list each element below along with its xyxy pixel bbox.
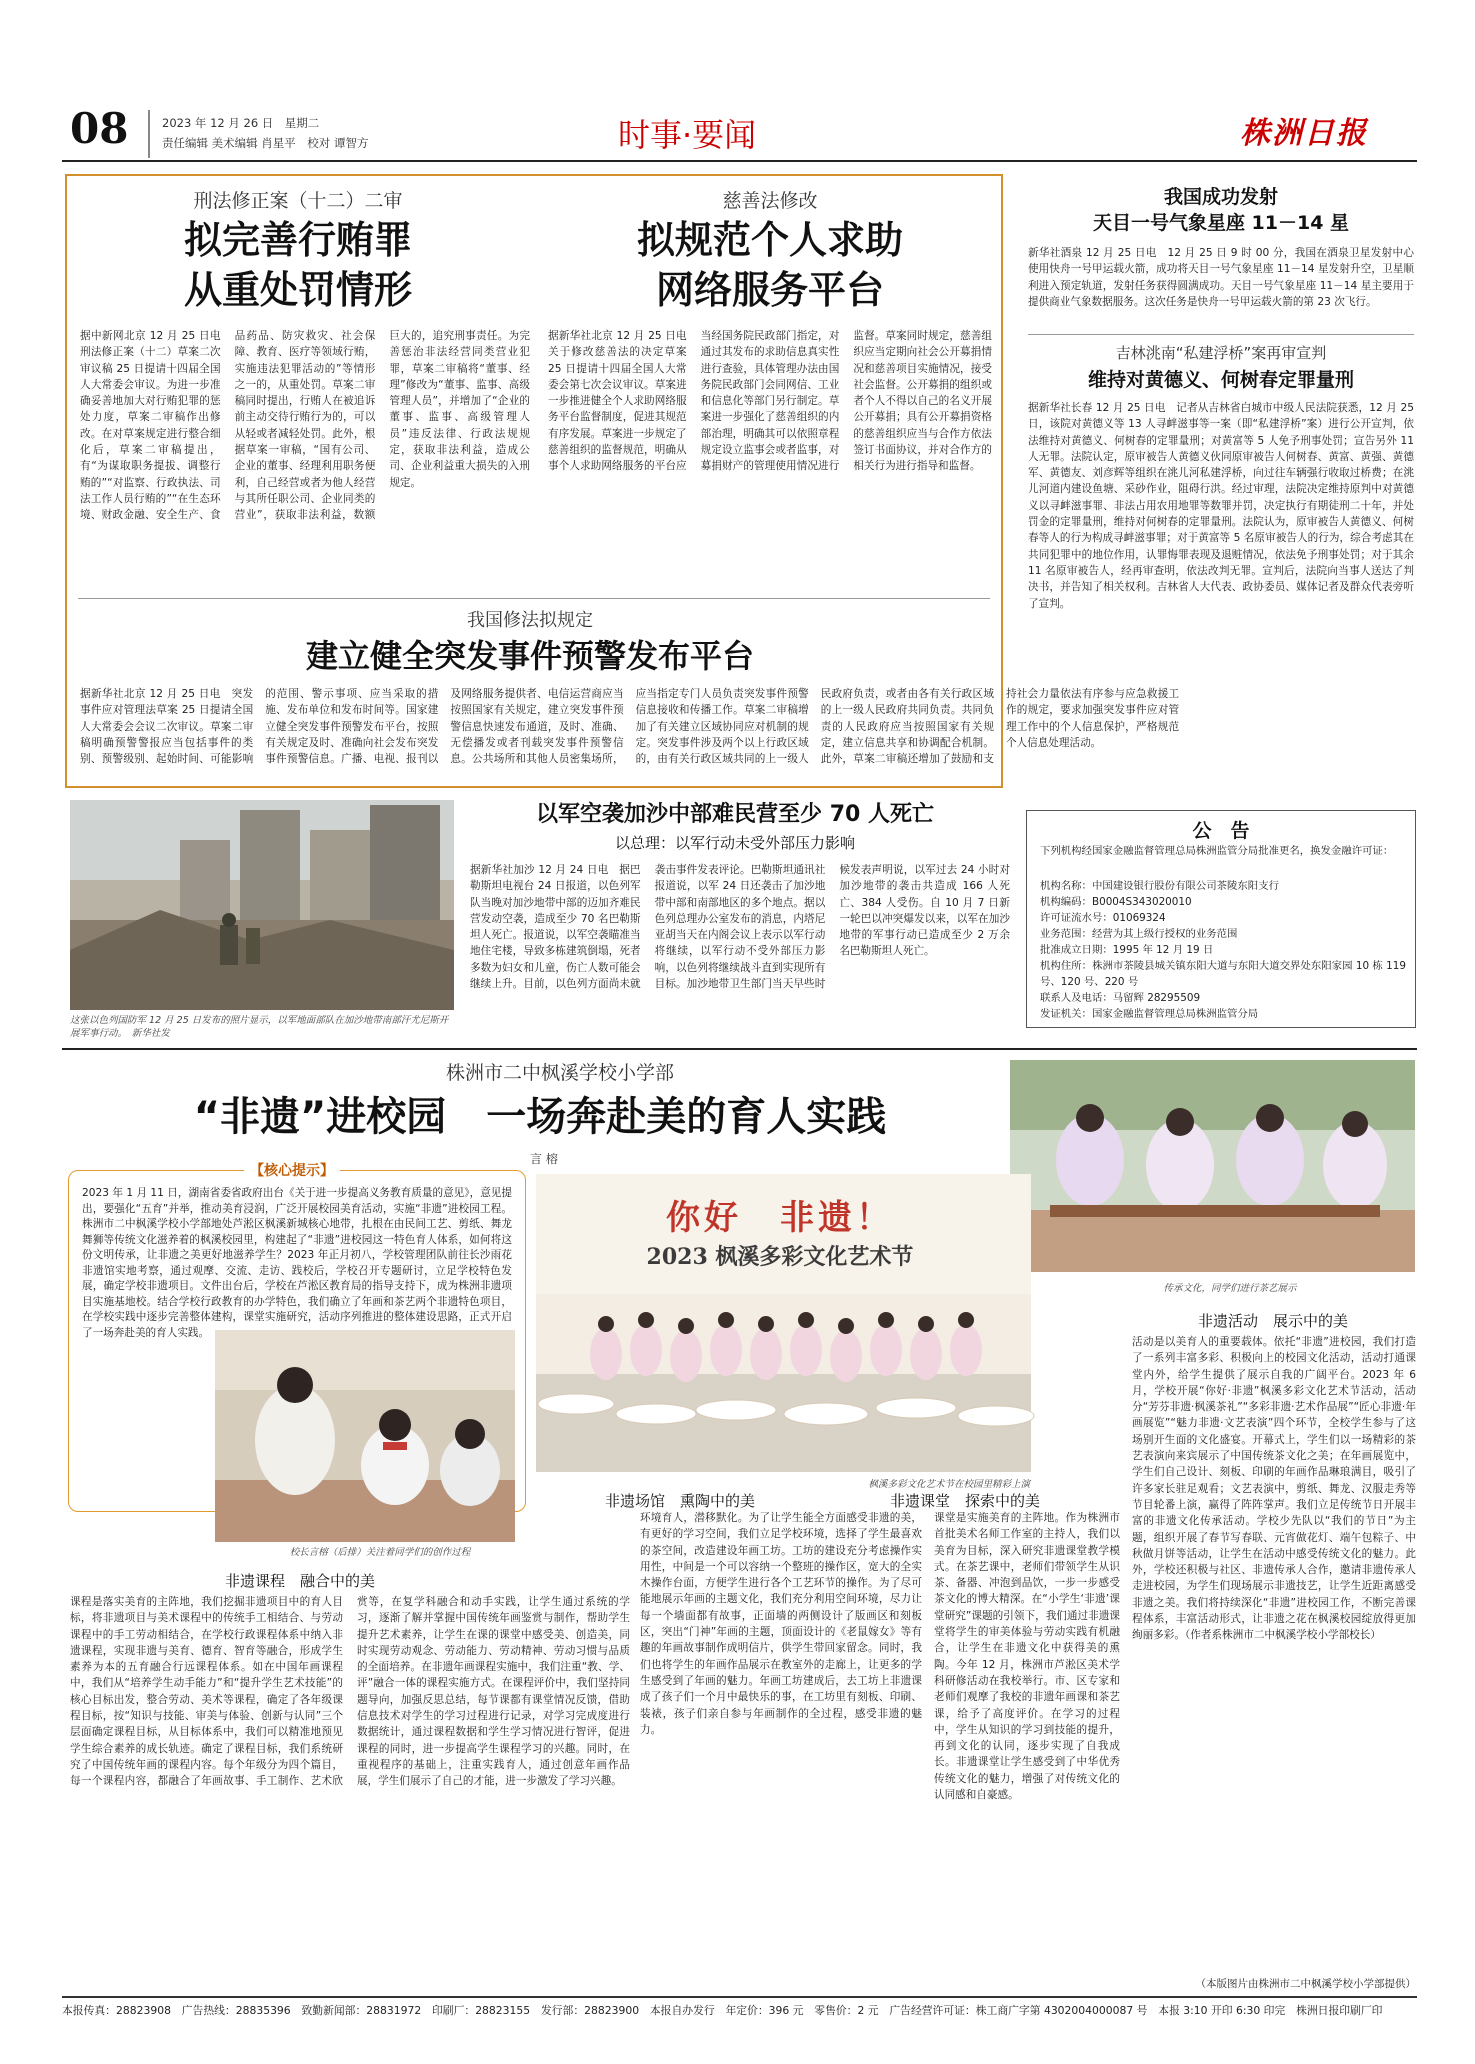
notice-line: 业务范围：经营为其上级行授权的业务范围 (1040, 928, 1238, 940)
notice-line: 机构编码：B0004S343020010 (1040, 896, 1192, 908)
a5-title: 维持对黄德义、何树春定罪量刑 (1087, 369, 1354, 391)
tip-label: 【核心提示】 (244, 1160, 340, 1180)
s3-title: 非遗课堂 探索中的美 (889, 1492, 1040, 1510)
gaza-photo-illustration (70, 800, 454, 1010)
gaza-body: 据新华社加沙 12 月 24 日电 据巴勒斯坦电视台 24 日报道，以色列军队当晚对加沙地带中部的迈加齐难民营发动空袭，造成至少 70 名巴勒斯坦人死亡。报道说，以军空袭瞄准当地住宅楼，导致多栋建筑倒塌，死者多数为妇女和儿童，伤亡人数可能会继续上升。目前，以色列方面尚未就袭击事件发表评论。巴勒斯坦通讯社报道说，以军 24 日还袭击了加沙地带中部和南部地区的多个地点。据以色列总理办公室发布的消息，内塔尼亚胡当天在内阁会议上表示以军行动将继续，以军行动不受外部压力影响，以色列将继续战斗直到实现所有目标。加沙地带卫生部门当天早些时候发表声明说，以军过去 24 小时对加沙地带的袭击共造成 166 人死亡、384 人受伤。自 10 月 7 日新一轮巴以冲突爆发以来，以军在加沙地带的军事行动已造成至少 2 万余名巴勒斯坦人死亡。 (470, 864, 1010, 991)
a4-title-line2: 天目一号气象星座 11－14 星 (1092, 212, 1350, 234)
a1-title-line1: 拟完善行贿罪 (183, 218, 412, 262)
gaza-subtitle: 以总理：以军行动未受外部压力影响 (614, 834, 855, 852)
notice-title: 公 告 (1192, 820, 1250, 842)
header-editors: 责任编辑 美术编辑 肖星平 校对 谭智方 (162, 136, 369, 150)
section-title: 时事·要闻 (618, 116, 757, 154)
notice-line: 机构名称：中国建设银行股份有限公司茶陵东阳支行 (1040, 880, 1279, 892)
footer-rule (62, 1996, 1417, 1998)
a2-kicker: 慈善法修改 (722, 190, 818, 212)
notice-line: 机构住所：株洲市茶陵县城关镇东阳大道与东阳大道交界处东阳家园 10 栋 119 号、120 号、220 号 (1040, 960, 1406, 988)
feature-title: “非遗”进校园 一场奔赴美的育人实践 (193, 1094, 887, 1140)
festival-banner-subtitle: 2023 枫溪多彩文化艺术节 (646, 1244, 914, 1270)
header-divider (148, 110, 150, 158)
notice-lines (1040, 878, 1406, 1022)
tip-body: 2023 年 1 月 11 日，湖南省委省政府出台《关于进一步提高义务教育质量的意见》，意见提出，要强化“五育”并举，推动美育浸润，广泛开展校园美育活动，实施“非遗”进校园工程。株洲市二中枫溪学校小学部地处芦淞区枫溪新城核心地带，扎根在由民间工艺、剪纸、舞龙舞狮等传统文化滋养着的枫溪校园里，构建起了“非遗”进校园这一特色育人体系，如何将这份文明传承，让非遗之美更好地滋养学生？2023 年正月初八，学校管理团队前往长沙雨花非遗馆实地考察，通过观摩、交流、走访、践校后，学校召开专题研讨，立足学校特色发展，确定学校非遗项目。文件出台后，学校在芦淞区教育局的指导支持下，成为株洲非遗项目实施基地校。结合学校行政教育的办学特色，我们确立了年画和茶艺两个非遗特色项目，在学校实践中逐步完善整体建构，课堂实施研究，活动序列推进的整体建设思路，正式开启了一场奔赴美的育人实践。 (82, 1187, 512, 1339)
a2-body: 据新华社北京 12 月 25 日电 关于修改慈善法的决定草案 25 日提请十四届全国人大常委会第七次会议审议。草案进一步推进健全个人求助网络服务平台监督制度，促进其规范有序发展。草案进一步规定了慈善组织的监督规范，明确从事个人求助网络服务的平台应当经国务院民政部门指定，对通过其发布的求助信息真实性进行查验，具体管理办法由国务院民政部门会同网信、工业和信息化等部门另行制定。草案进一步强化了慈善组织的内部治理，明确其可以依照章程规定设立监事会或者监事，对募捐财产的管理使用情况进行监督。草案同时规定，慈善组织应当定期向社会公开募捐情况和慈善项目实施情况，接受社会监督。公开募捐的组织或者个人不得以自己的名义开展公开募捐；具有公开募捐资格的慈善组织应当与合作方依法签订书面协议，并对合作方的相关行为进行指导和监督。 (548, 330, 992, 473)
paper-logo: 株洲日报 (1240, 116, 1368, 151)
feature-photo-credit: （本版图片由株洲市二中枫溪学校小学部提供） (1195, 1978, 1416, 1990)
s2-title: 非遗场馆 熏陶中的美 (604, 1492, 755, 1510)
a3-title: 建立健全突发事件预警发布平台 (305, 637, 754, 675)
footer-text: 本报传真：28823908 广告热线：28835396 致勤新闻部：28831972 印刷厂：28823155 发行部：28823900 本报自办发行 年定价：396 元 零售价：2 元 广告经营许可证：株工商广字第 4302004000087 号 本报 3:10 开印 6:30 印完 株洲日报印刷厂印 (62, 2004, 1383, 2017)
notice-line: 发证机关：国家金融监督管理总局株洲监管分局 (1040, 1008, 1259, 1020)
header-date: 2023 年 12 月 26 日 星期二 (162, 116, 320, 130)
notice-line: 许可证流水号：01069324 (1040, 912, 1166, 924)
notice-line: 联系人及电话：马留辉 28295509 (1040, 992, 1201, 1004)
s4-body: 活动是以美育人的重要载体。依托“非遗”进校园，我们打造了一系列丰富多彩、积极向上的校园文化活动，活动打通课堂内外，给学生提供了展示自我的广阔平台。2023 年 6 月，学校开展“你好·非遗”枫溪多彩文化艺术节活动，活动分“芳芬非遗·枫溪茶礼”“多彩非遗·艺术作品展”“匠心非遗·年画展览”“魅力非遗·文艺表演”四个环节，全校学生参与了这场别开生面的文化盛宴。开幕式上，学生们以一场精彩的茶艺表演向来宾展示了中国传统茶文化之美；在年画展览中，学生们自己设计、刻板、印刷的年画作品琳琅满目，吸引了许多家长驻足观看；文艺表演中，剪纸、舞龙、汉服走秀等节目轮番上演，赢得了阵阵掌声。我们立足传统节日开展丰富的非遗文化传承活动。学校少先队以“我们的节日”为主题，组织开展了春节写春联、元宵做花灯、端午包粽子、中秋做月饼等活动，让学生在活动中感受传统文化的魅力。此外，学校还积极与社区、非遗传承人合作，邀请非遗传承人走进校园，为学生们现场展示非遗技艺，让学生近距离感受非遗之美。我们将持续深化“非遗”进校园工作，不断完善课程体系，丰富活动形式，让非遗之花在枫溪校园绽放得更加绚丽多彩。（作者系株洲市二中枫溪学校小学部校长） (1132, 1336, 1416, 1642)
notice-line: 批准成立日期：1995 年 12 月 19 日 (1040, 944, 1214, 956)
a1-kicker: 刑法修正案（十二）二审 (193, 190, 403, 212)
gaza-caption: 这张以色列国防军 12 月 25 日发布的照片显示，以军地面部队在加沙地带南部汗尤尼斯开展军事行动。 新华社发 (70, 1015, 449, 1039)
notice-intro: 下列机构经国家金融监督管理总局株洲监管分局批准更名，换发金融许可证： (1040, 845, 1394, 857)
a4-body: 新华社酒泉 12 月 25 日电 12 月 25 日 9 时 00 分，我国在酒泉卫星发射中心使用快舟一号甲运载火箭，成功将天目一号气象星座 11－14 星发射升空，卫星顺利进入预定轨道，发射任务获得圆满成功。天目一号气象星座 11－14 星主要用于提供商业气象数据服务。这次任务是快舟一号甲运载火箭的第 23 次飞行。 (1028, 247, 1414, 308)
s2-body: 环境育人，潜移默化。为了让学生能全方面感受非遗的美，有更好的学习空间，我们立足学校环境，选择了学生最喜欢的茶空间，改造建设年画工坊。工坊的建设充分考虑操作实用性，中间是一个可以容纳一个整班的操作区，宽大的全实木操作台面，方便学生进行各个工艺环节的操作。为了尽可能地展示年画的主题文化，我们充分利用空间环境，尽力让每一个墙面都有故事，正面墙的两侧设计了版画区和刻板区，突出“门神”年画的主题，顶面设计的《老鼠嫁女》等有趣的年画故事制作成明信片，供学生带回家留念。同时，我们也将学生的年画作品展示在教室外的走廊上，让更多的学生感受到了年画的魅力。年画工坊建成后，去工坊上非遗课成了孩子们一个月中最快乐的事，在工坊里有刻板、印刷、装裱，孩子们亲自参与年画制作的全过程，感受非遗的魅力。 (640, 1512, 922, 1736)
feature-author: 言 榕 (530, 1152, 558, 1166)
tea-photo (1010, 1060, 1415, 1272)
right-divider-1 (1028, 334, 1414, 335)
festival-banner-title: 你好 非遗！ (666, 1198, 894, 1238)
page-number: 08 (70, 104, 129, 153)
s4-title: 非遗活动 展示中的美 (1197, 1312, 1348, 1330)
header-rule (62, 160, 1417, 162)
a4-title-line1: 我国成功发射 (1163, 186, 1278, 208)
festival-caption: 枫溪多彩文化艺术节在校园里精彩上演 (868, 1479, 1030, 1490)
feature-top-rule (62, 1048, 1417, 1050)
a3-kicker: 我国修法拟规定 (467, 610, 593, 631)
feature-kicker: 株洲市二中枫溪学校小学部 (445, 1062, 674, 1084)
gaza-photo (70, 800, 454, 1010)
tea-photo-illustration (1010, 1060, 1415, 1272)
a3-body: 据新华社北京 12 月 25 日电 突发事件应对管理法草案 25 日提请全国人大常委会会议二次审议。草案二审稿明确预警警报应当包括事件的类别、预警级别、起始时间、可能影响的范围、警示事项、应当采取的措施、发布单位和发布时间等。国家建立健全突发事件预警发布平台，按照有关规定及时、准确向社会发布突发事件预警信息。广播、电视、报刊以及网络服务提供者、电信运营商应当按照国家有关规定，建立突发事件预警信息快速发布通道，及时、准确、无偿播发或者刊载突发事件预警信息。公共场所和其他人员密集场所，应当指定专门人员负责突发事件预警信息接收和传播工作。草案二审稿增加了有关建立区域协同应对机制的规定。突发事件涉及两个以上行政区域的，由有关行政区域共同的上一级人民政府负责，或者由各有关行政区域的上一级人民政府共同负责。共同负责的人民政府应当按照国家有关规定，建立信息共享和协调配合机制。此外，草案二审稿还增加了鼓励和支持社会力量依法有序参与应急救援工作的规定，要求加强突发事件应对管理工作中的个人信息保护，严格规范个人信息处理活动。 (80, 688, 1180, 766)
classroom-photo (215, 1330, 515, 1542)
tea-caption: 传承文化，同学们进行茶艺展示 (1163, 1283, 1297, 1294)
classroom-illustration (215, 1330, 515, 1542)
a1-body: 据中新网北京 12 月 25 日电 刑法修正案（十二）草案二次审议稿 25 日提请十四届全国人大常委会审议。为进一步准确妥善地加大对行贿犯罪的惩处力度，草案二审稿作出修改。在对草案规定进行整合细化后，草案二审稿提出，有“为谋取职务提拔、调整行贿的”“对监察、行政执法、司法工作人员行贿的”“在生态环境、财政金融、安全生产、食品药品、防灾救灾、社会保障、教育、医疗等领域行贿，实施违法犯罪活动的”等情形之一的，从重处罚。草案二审稿同时提出，行贿人在被追诉前主动交待行贿行为的，可以从轻或者减轻处罚。此外，根据草案一审稿，“国有公司、企业的董事、经理利用职务便利，自己经营或者为他人经营与其所任职公司、企业同类的营业”，获取非法利益，数额巨大的，追究刑事责任。为完善惩治非法经营同类营业犯罪，草案二审稿将“董事、经理”修改为“董事、监事、高级管理人员”，并增加了“企业的董事、监事、高级管理人员”违反法律、行政法规规定，获取非法利益，造成公司、企业利益重大损失的入刑规定。 (80, 330, 530, 522)
s1-body: 课程是落实美育的主阵地，我们挖掘非遗项目中的育人目标，将非遗项目与美术课程中的传统手工相结合、与劳动课程中的手工劳动相结合，在学校行政课程体系中纳入非遗课程，实现非遗与美育、德育、智育等融合，形成学生素养为本的五育融合行远课程体系。如在中国年画课程中，我们从“培养学生动手能力”和“提升学生艺术技能”的核心目标出发，整合劳动、美术等课程，确定了各年级课程目标，按“知识与技能、审美与体验、创新与认同”三个层面确定课程目标，从目标体系中，我们可以精准地预见学生综合素养的成长轨迹。确定了课程目标，我们系统研究了中国传统年画的课程内容。每个年级分为四个篇目，每一个课程内容，都融合了年画故事、手工制作、艺术欣赏等，在复学科融合和动手实践，让学生通过系统的学习，逐渐了解并掌握中国传统年画鉴赏与制作，帮助学生提升艺术素养，让学生在课的课堂中感受美、创造美，同时实现劳动观念、劳动能力、劳动精神、劳动习惯与品质的全面培养。在非遗年画课程实施中，我们注重“教、学、评”融合一体的课程实施方式。在课程评价中，我们坚持同题导向，加强反思总结，每节课都有课堂情况反馈，借助信息技术对学生的学习过程进行记录，对学习完成度进行数据统计，通过课程数据和学生学习情况进行智评，促进课程的同时，进一步提高学生课程学习的兴趣。同时，在重视程序的基础上，注重实践育人，通过创意年画作品展，学生们展示了自己的才能，进一步激发了学习兴趣。 (70, 1596, 630, 1788)
a2-title-line1: 拟规范个人求助 (636, 218, 903, 262)
gaza-title: 以军空袭加沙中部难民营至少 70 人死亡 (536, 802, 934, 827)
a2-title-line2: 网络服务平台 (655, 268, 884, 312)
classroom-caption: 校长言榕（后排）关注着同学们的创作过程 (289, 1547, 471, 1558)
a1-title-line2: 从重处罚情形 (183, 268, 412, 312)
a5-kicker: 吉林洮南“私建浮桥”案再审宣判 (1115, 344, 1327, 362)
a5-body: 据新华社长春 12 月 25 日电 记者从吉林省白城市中级人民法院获悉，12 月 25 日，该院对黄德义等 13 人寻衅滋事等一案（即“私建浮桥”案）进行公开宣判，依法维持对黄德义、何树春的定罪量刑；对黄富等 5 人免予刑事处罚；宣告另外 11 人无罪。法院认定，原审被告人黄德义伙同原审被告人何树春、黄富、黄强、黄德军、黄德友、刘彦辉等组织在洮儿河私建浮桥，向过往车辆强行收取过桥费；在洮儿河道内建设鱼塘、采砂作业，阻碍行洪。经过审理，法院决定维持原判中对黄德义以寻衅滋事罪、非法占用农用地罪等数罪并罚，决定执行有期徒刑二十年，并处罚金的定罪量刑，维持对何树春的定罪量刑。法院认为，原审被告人黄德义、何树春等人的行为构成寻衅滋事罪；对于黄富等 5 名原审被告人的行为，综合考虑其在共同犯罪中的地位作用，认罪悔罪表现及退赃情况，依法免予刑事处罚；对于其余 11 名原审被告人，经再审查明，依法改判无罪。宣判后，法院向当事人送达了判决书，并告知了相关权利。吉林省人大代表、政协委员、媒体记者及群众代表旁听了宣判。 (1028, 402, 1414, 610)
s3-body: 课堂是实施美育的主阵地。作为株洲市首批美术名师工作室的主持人，我们以美育为目标，深入研究非遗课堂教学模式。在茶艺课中，老师们带领学生从识茶、备器、冲泡到品饮，一步一步感受茶文化的博大精深。在“小学生‘非遗’课堂研究”课题的引领下，我们通过非遗课堂将学生的审美体验与劳动实践有机融合，让学生在非遗文化中获得美的熏陶。今年 12 月，株洲市芦淞区美术学科研修活动在我校举行。市、区专家和老师们观摩了我校的非遗年画课和茶艺课，给予了高度评价。在学习的过程中，学生从知识的学习到技能的提升，再到文化的认同，逐步实现了自我成长。非遗课堂让学生感受到了中华优秀传统文化的魅力，增强了对传统文化的认同感和自豪感。 (934, 1512, 1120, 1802)
box-divider (78, 598, 990, 599)
s1-title: 非遗课程 融合中的美 (224, 1572, 375, 1590)
